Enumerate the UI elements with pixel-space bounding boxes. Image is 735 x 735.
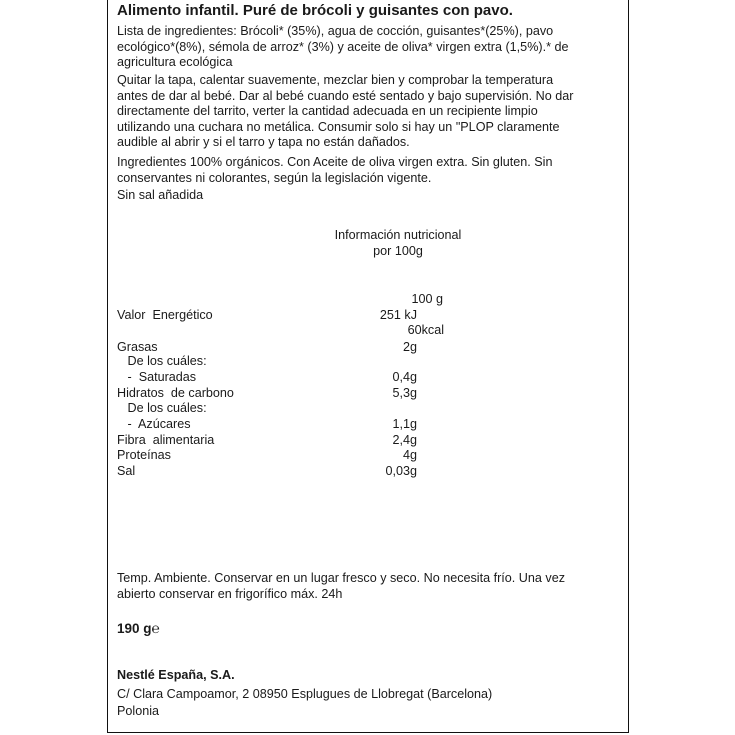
nutrition-row	[117, 369, 417, 385]
nutrition-value: 0,4g	[392, 370, 417, 384]
nutrition-value: 251 kJ	[379, 308, 417, 322]
nutrition-label: Hidratos de carbono	[117, 386, 234, 400]
nutrition-row-energy	[117, 307, 417, 323]
manufacturer-address: C/ Clara Campoamor, 2 08950 Esplugues de Llobregat (Barcelona)	[117, 687, 493, 701]
nutrition-heading-basis: por 100g	[373, 244, 423, 258]
nutrition-label: - Azúcares	[117, 417, 191, 431]
nutrition-label: - Saturadas	[117, 370, 197, 384]
nutrition-row	[117, 353, 417, 369]
nutrition-value: 5,3g	[392, 386, 417, 400]
nutrition-value: 4g	[402, 448, 417, 462]
nutrition-row	[117, 400, 417, 416]
nutrition-column-header: 100 g	[411, 292, 443, 306]
nutrition-value-kcal: 60kcal	[407, 323, 444, 337]
net-weight-value: 190 g	[117, 621, 152, 636]
nutrition-label: De los cuáles:	[117, 354, 207, 368]
estimated-sign-icon: ℮	[151, 620, 160, 636]
no-salt-claim: Sin sal añadida	[117, 188, 204, 202]
product-label	[107, 0, 629, 733]
product-claims: Ingredientes 100% orgánicos. Con Aceite de oliva virgen extra. Sin gluten. Sin conservantes ni colorantes, según la legislación vigente.	[117, 155, 553, 185]
nutrition-label: Sal	[117, 464, 136, 478]
product-title: Alimento infantil. Puré de brócoli y guisantes con pavo.	[117, 2, 513, 19]
net-weight	[117, 620, 160, 636]
usage-instructions: Quitar la tapa, calentar suavemente, mezclar bien y comprobar la temperatura antes de dar al bebé. Dar al bebé cuando esté sentado y bajo supervisión. No dar directamente del tarrito, verter la cantidad adecuada en un recipiente limpio utilizando una cuchara no metálica. Consumir solo si hay un "PLOP claramente audible al abrir y si el tarro y tapa no están dañados.	[117, 73, 574, 150]
nutrition-heading	[328, 227, 468, 259]
country-of-origin: Polonia	[117, 704, 160, 718]
ingredients-list: Lista de ingredientes: Brócoli* (35%), agua de cocción, guisantes*(25%), pavo ecológico*(8%), sémola de arroz* (3%) y aceite de oliva* virgen extra (1,5%).* de agricultura ecológica	[117, 24, 569, 70]
nutrition-row	[117, 385, 417, 401]
nutrition-label: Valor Energético	[117, 308, 213, 322]
nutrition-row	[117, 432, 417, 448]
nutrition-value: 2g	[402, 340, 417, 354]
nutrition-row	[117, 447, 417, 463]
nutrition-row	[117, 416, 417, 432]
nutrition-row	[117, 463, 417, 479]
nutrition-label: Proteínas	[117, 448, 171, 462]
nutrition-value: 1,1g	[392, 417, 417, 431]
nutrition-label: Grasas	[117, 340, 158, 354]
nutrition-value: 0,03g	[385, 464, 417, 478]
nutrition-label: De los cuáles:	[117, 401, 207, 415]
nutrition-value: 2,4g	[392, 433, 417, 447]
nutrition-label: Fibra alimentaria	[117, 433, 215, 447]
storage-instructions: Temp. Ambiente. Conservar en un lugar fresco y seco. No necesita frío. Una vez abierto conservar en frigorífico máx. 24h	[117, 571, 565, 601]
manufacturer-name: Nestlé España, S.A.	[117, 668, 235, 682]
nutrition-heading-title: Información nutricional	[334, 228, 462, 242]
